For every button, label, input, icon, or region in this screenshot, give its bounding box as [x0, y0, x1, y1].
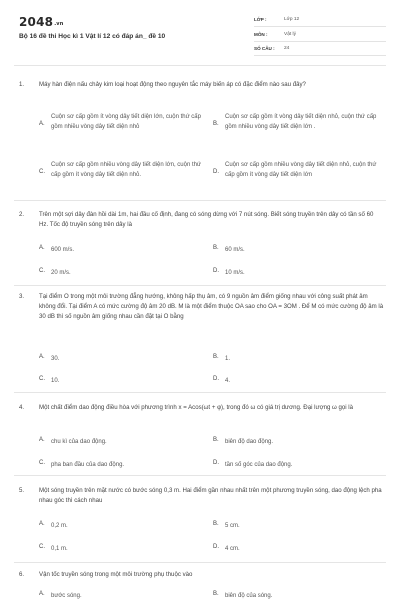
option-text: 20 m/s. [51, 270, 71, 276]
option-text: biên độ dao động. [225, 439, 274, 445]
option-text: bước sóng. [51, 593, 82, 599]
divider [14, 475, 386, 476]
option-letter: A. [39, 245, 45, 251]
option-text: 60 m/s. [225, 247, 245, 253]
option-text: 30. [51, 356, 60, 362]
option-text: 0,1 m. [51, 546, 68, 552]
option-letter: B. [213, 121, 219, 127]
option-text: 10. [51, 378, 60, 384]
option-letter: B. [213, 354, 219, 360]
option-letter: A. [39, 121, 45, 127]
option-text: Cuộn sơ cấp gồm nhiều vòng dây tiết diện nhỏ, cuộn thứ cấp gồm ít vòng dây tiết diện lớn [225, 162, 377, 178]
page-header [0, 0, 400, 64]
option-letter: D. [213, 376, 219, 382]
option-text: Cuộn sơ cấp gồm ít vòng dây tiết diện nhỏ, cuộn thứ cấp gồm nhiều vòng dây tiết diện lớn . [225, 114, 377, 130]
question-text: Một chất điểm dao động điều hòa với phương trình x = Acos(ωt + φ), trong đó ω có giá trị dương. Đại lượng ω gọi là [39, 404, 354, 411]
option-text: 10 m/s. [225, 270, 245, 276]
question-number: 3. [19, 293, 25, 300]
option-text: 1. [225, 356, 231, 362]
divider [14, 285, 386, 286]
option-letter: D. [213, 268, 219, 274]
document-meta [254, 15, 386, 59]
option-letter: C. [39, 460, 45, 466]
meta-label: LỚP : [254, 17, 267, 22]
meta-value: Vật lý [284, 31, 296, 37]
option-text: 0,2 m. [51, 523, 68, 529]
document-title: Bộ 16 đề thi Học kì 1 Vật lí 12 có đáp án_ đề 10 [19, 33, 166, 40]
meta-value: 24 [284, 46, 290, 51]
question-number: 4. [19, 404, 25, 411]
option-text: pha ban đầu của dao động. [51, 462, 125, 468]
question-number: 5. [19, 487, 25, 494]
meta-row-class [254, 15, 386, 27]
option-letter: A. [39, 354, 45, 360]
option-letter: C. [39, 169, 45, 175]
option-letter: C. [39, 544, 45, 550]
option-letter: D. [213, 169, 219, 175]
meta-row-count [254, 44, 386, 56]
divider [14, 200, 386, 201]
divider [14, 392, 386, 393]
option-text: chu kì của dao động. [51, 439, 107, 445]
option-text: 4. [225, 378, 231, 384]
option-letter: B. [213, 521, 219, 527]
question-text: Tại điểm O trong một môi trường đẳng hướng, không hấp thụ âm, có 9 nguồn âm điểm giống nhau với công suất phát âm không đổi. Tại điểm A có mức cường độ âm 20 dB. M là một điểm thuộc OA sao cho OA = 3OM . Để M có mức cường độ âm là 30 dB thì số nguồn âm giống nhau cần đặt tại O bằng [39, 293, 384, 321]
option-text: 600 m/s. [51, 247, 75, 253]
option-letter: A. [39, 591, 45, 597]
option-letter: A. [39, 437, 45, 443]
option-text: Cuộn sơ cấp gồm nhiều vòng dây tiết diện lớn, cuộn thứ cấp gồm ít vòng dây tiết diện nhỏ. [51, 162, 201, 178]
meta-row-subject [254, 30, 386, 42]
question-number: 6. [19, 571, 25, 578]
question-number: 1. [19, 81, 25, 88]
question-text: Máy hàn điện nấu chảy kim loại hoạt động theo nguyên tắc máy biến áp có đặc điểm nào sau đây? [39, 81, 306, 88]
divider [14, 65, 386, 66]
option-letter: C. [39, 376, 45, 382]
option-text: biên độ của sóng. [225, 593, 273, 599]
logo-suffix: .vn [54, 21, 64, 27]
option-letter: B. [213, 437, 219, 443]
meta-label: MÔN : [254, 31, 268, 37]
option-letter: B. [213, 591, 219, 597]
option-letter: D. [213, 544, 219, 550]
option-letter: A. [39, 521, 45, 527]
question-text: Một sóng truyền trên mặt nước có bước sóng 0,3 m. Hai điểm gần nhau nhất trên một phương truyền sóng, dao động lệch pha nhau góc thì cách nhau [39, 487, 382, 505]
question-text: Trên một sợi dây đàn hồi dài 1m, hai đầu cố định, đang có sóng dừng với 7 nút sóng. Biết sóng truyền trên dây có tần số 60 Hz. Tốc độ truyền sóng trên dây là [39, 211, 374, 229]
option-text: Cuộn sơ cấp gồm ít vòng dây tiết diện lớn, cuộn thứ cấp gồm nhiều vòng dây tiết diện nhỏ [51, 114, 201, 130]
meta-value: Lớp 12 [284, 17, 300, 22]
option-letter: D. [213, 460, 219, 466]
question-number: 2. [19, 211, 25, 218]
question-text: Vận tốc truyền sóng trong một môi trường phụ thuộc vào [39, 571, 193, 578]
option-text: tần số góc của dao động. [225, 462, 293, 468]
option-letter: B. [213, 245, 219, 251]
site-logo[interactable] [19, 15, 64, 29]
option-text: 4 cm. [225, 546, 240, 552]
logo-text: 2048 [19, 15, 54, 29]
meta-label: SỐ CÂU : [254, 46, 275, 51]
option-letter: C. [39, 268, 45, 274]
divider [14, 562, 386, 563]
option-text: 5 cm. [225, 523, 240, 529]
